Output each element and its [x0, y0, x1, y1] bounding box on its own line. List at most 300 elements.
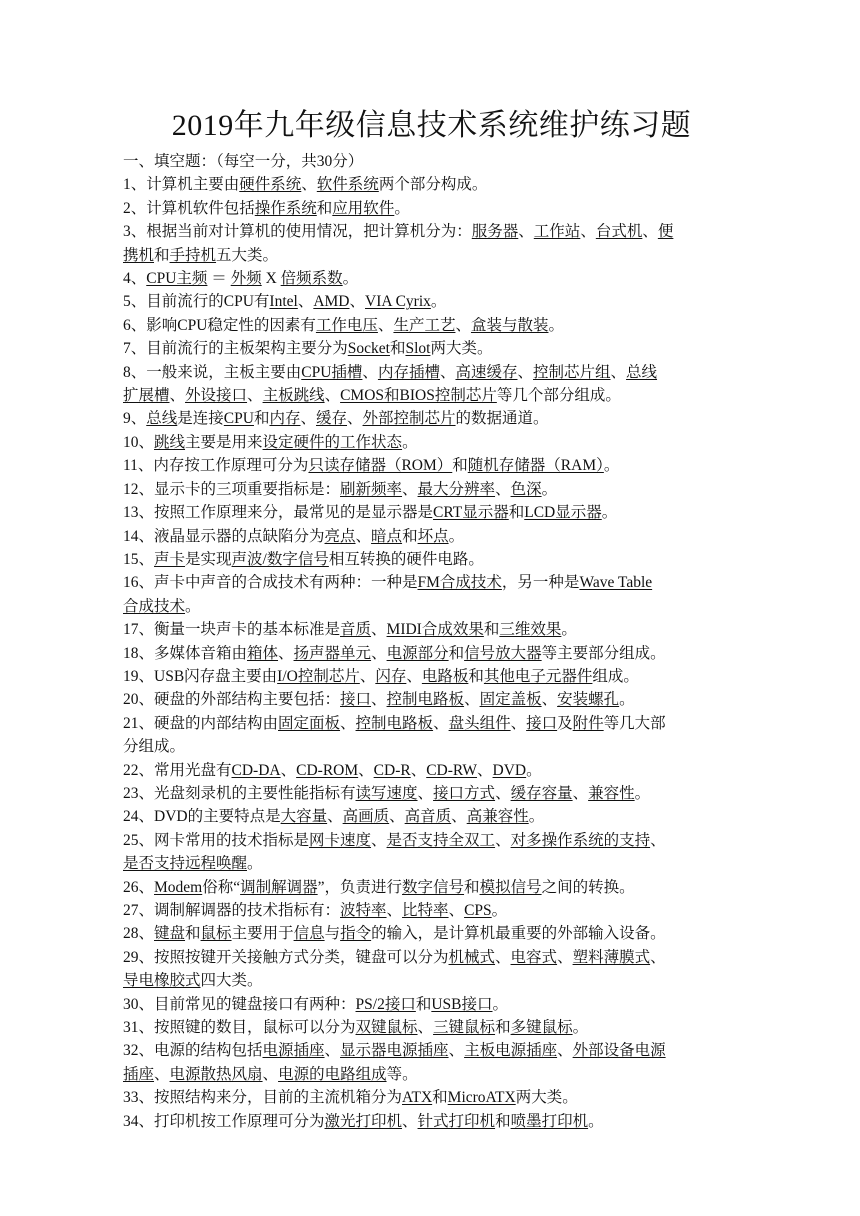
answer-blank: 电源的电路组成	[278, 1065, 387, 1083]
answer-blank: 倍频系数	[280, 270, 343, 288]
question-line	[123, 431, 740, 454]
line-text: 、	[495, 948, 511, 966]
answer-blank: 网卡速度	[309, 831, 372, 849]
line-text: ，另一种是	[501, 574, 580, 592]
line-text: 和	[495, 1019, 511, 1037]
line-text: 27、调制解调器的技术指标有：	[123, 902, 341, 919]
question-line	[123, 876, 740, 899]
question-line	[123, 290, 740, 313]
line-text: 、	[324, 1042, 341, 1060]
question-line	[123, 173, 740, 196]
line-text: 一、填空题：（每空一分，共30分）	[123, 153, 364, 170]
question-line	[123, 1016, 740, 1039]
line-text: 8、一般来说，主板主要由	[123, 363, 302, 381]
answer-blank: 激光打印机	[324, 1112, 403, 1130]
line-text: 、	[154, 1065, 170, 1083]
line-text: 。	[448, 527, 465, 545]
line-text: 。	[548, 316, 564, 334]
line-text: 是连接	[177, 410, 224, 428]
answer-blank: 数字信号	[402, 878, 465, 896]
line-text: 、	[433, 714, 449, 732]
answer-blank: Modem	[154, 878, 203, 896]
answer-blank: 携机	[123, 246, 155, 264]
question-line	[123, 642, 740, 665]
line-text: 和	[495, 1112, 511, 1130]
line-text: 、	[610, 363, 627, 381]
line-text: 28、	[123, 925, 155, 943]
line-text: 、	[262, 1065, 279, 1083]
question-line	[123, 688, 740, 711]
line-text: 和	[468, 667, 484, 685]
answer-blank: 控制电路板	[386, 691, 465, 709]
line-text: 、	[358, 761, 374, 779]
section-heading	[123, 150, 740, 173]
line-text: 、	[301, 176, 317, 194]
line-text: 17、衡量一块声卡的基本标准是	[123, 621, 341, 639]
line-text: 和	[508, 504, 525, 522]
answer-blank: 模拟信号	[479, 878, 542, 896]
question-line	[123, 244, 740, 267]
question-line	[123, 759, 740, 782]
question-line	[123, 337, 740, 360]
line-text: 23、光盘刻录机的主要性能指标有	[123, 784, 356, 802]
line-text: 6、影响CPU稳定性的因素有	[123, 316, 316, 334]
line-text: 。	[572, 1019, 589, 1037]
line-text: 、	[510, 714, 527, 732]
answer-blank: 手持机	[169, 246, 217, 264]
question-line	[123, 852, 740, 875]
answer-blank: 其他电子元器件	[483, 667, 593, 685]
line-text: 、	[642, 223, 658, 241]
question-line	[123, 197, 740, 220]
line-text: 、	[541, 691, 558, 709]
question-line	[123, 712, 740, 735]
line-text: 、	[300, 410, 316, 428]
line-text: 两大类。	[515, 1089, 578, 1107]
line-text: 30、目前常见的键盘接口有两种：	[123, 995, 356, 1013]
line-text: 四大类。	[200, 972, 263, 990]
answer-blank: 外设接口	[185, 387, 248, 405]
line-text: 16、声卡中声音的合成技术有两种：一种是	[123, 574, 418, 592]
line-text: 。	[526, 761, 542, 779]
answer-blank: 接口	[340, 691, 372, 709]
line-text: 1、计算机主要由	[123, 176, 240, 194]
line-text: 五大类。	[216, 246, 279, 264]
line-text: 、	[359, 667, 376, 685]
answer-blank: CPU插槽	[301, 363, 363, 381]
line-text: 和	[185, 925, 201, 943]
line-text: 22、常用光盘有	[123, 761, 232, 779]
line-text: 、	[464, 691, 480, 709]
answer-blank: 应用软件	[332, 199, 395, 217]
line-text: 组成。	[592, 667, 639, 685]
question-line	[123, 993, 740, 1016]
line-text: ”，负责进行	[317, 878, 403, 896]
document-body	[123, 150, 740, 1133]
line-text: 等。	[386, 1065, 418, 1083]
line-text: 是实现	[185, 550, 232, 568]
answer-blank: 声波/数字信号	[231, 550, 329, 568]
answer-blank: 最大分辨率	[417, 480, 496, 498]
question-line	[123, 548, 740, 571]
answer-blank: 盘头组件	[448, 714, 511, 732]
answer-blank: 三键鼠标	[433, 1019, 496, 1037]
line-text: X	[261, 270, 281, 288]
line-text: 。	[634, 784, 651, 802]
line-text: 4、	[123, 270, 147, 288]
question-line	[123, 478, 740, 501]
answer-blank: Socket	[347, 340, 390, 358]
line-text: 与	[324, 925, 341, 943]
line-text: 、	[517, 363, 533, 381]
answer-blank: CD-RW	[426, 761, 478, 779]
answer-blank: 随机存储器（RAM）	[467, 457, 604, 475]
answer-blank: 生产工艺	[393, 316, 456, 334]
answer-blank: 安装螺孔	[557, 691, 620, 709]
answer-blank: 跳线	[154, 433, 186, 451]
line-text: 20、硬盘的外部结构主要包括：	[123, 691, 341, 709]
answer-blank: 是否支持全双工	[386, 831, 496, 849]
line-text: 、	[518, 223, 534, 241]
line-text: 、	[327, 808, 343, 826]
line-text: 主要是用来	[185, 433, 263, 451]
line-text: 。	[247, 855, 263, 873]
answer-blank: 调制解调器	[240, 878, 318, 896]
answer-blank: 操作系统	[254, 199, 317, 217]
line-text: 、	[349, 293, 366, 311]
answer-blank: 设定硬件的工作状态	[262, 433, 403, 451]
line-text: 13、按照工作原理来分，最常见的是显示器是	[123, 504, 434, 522]
answer-blank: 鼠标	[200, 925, 232, 943]
line-text: 。	[619, 691, 635, 709]
line-text: 两大类。	[430, 340, 493, 358]
question-line	[123, 571, 740, 594]
answer-blank: 兼容性	[588, 784, 635, 802]
line-text: 的数据通道。	[455, 410, 549, 428]
line-text: 。	[342, 270, 359, 288]
question-line	[123, 595, 740, 618]
answer-blank: 主板电源插座	[464, 1042, 558, 1060]
answer-blank: 硬件系统	[239, 176, 302, 194]
answer-blank: 导电橡胶式	[123, 972, 201, 990]
line-text: 21、硬盘的内部结构由	[123, 714, 279, 732]
line-text: 、	[362, 363, 378, 381]
line-text: 、	[406, 667, 422, 685]
line-text: 24、DVD的主要特点是	[123, 808, 281, 826]
line-text: 19、USB闪存盘主要由	[123, 667, 278, 685]
answer-blank: 只读存储器（ROM）	[308, 457, 453, 475]
line-text: 分组成。	[123, 738, 186, 756]
answer-blank: 高画质	[342, 808, 390, 826]
answer-blank: 对多操作系统的支持	[510, 831, 651, 849]
answer-blank: 缓存容量	[510, 784, 573, 802]
line-text: 3、根据当前对计算机的使用情况，把计算机分为：	[123, 223, 472, 241]
answer-blank: 多键鼠标	[510, 1019, 573, 1037]
line-text: 、	[451, 808, 467, 826]
question-line	[123, 407, 740, 430]
question-line	[123, 220, 740, 243]
line-text: 。	[603, 457, 620, 475]
answer-blank: Intel	[269, 293, 298, 311]
answer-blank: 键盘	[154, 925, 186, 943]
line-text: 、	[169, 387, 186, 405]
answer-blank: CD-R	[373, 761, 411, 779]
line-text: 、	[377, 316, 394, 334]
answer-blank: 双键鼠标	[355, 1019, 418, 1037]
answer-blank: 高速缓存	[455, 363, 518, 381]
line-text: 、	[417, 784, 434, 802]
answer-blank: 高音质	[404, 808, 452, 826]
answer-blank: 固定面板	[278, 714, 341, 732]
question-line	[123, 665, 740, 688]
answer-blank: 外部设备电源	[572, 1042, 666, 1060]
answer-blank: 信号放大器	[464, 644, 542, 662]
line-text: 。	[528, 808, 545, 826]
answer-blank: PS/2接口	[355, 995, 416, 1013]
line-text: 。	[601, 504, 618, 522]
answer-blank: CPU	[223, 410, 254, 428]
answer-blank: 总线	[626, 363, 658, 381]
answer-blank: 是否支持远程唤醒	[123, 855, 248, 873]
answer-blank: 声卡	[154, 550, 186, 568]
line-text: 、	[650, 948, 666, 966]
question-line	[123, 454, 740, 477]
answer-blank: 工作电压	[315, 316, 378, 334]
line-text: 、	[247, 387, 263, 405]
line-text: 和	[483, 621, 500, 639]
line-text: 等主要部分组成。	[541, 644, 666, 662]
line-text: 等几大部	[603, 714, 666, 732]
line-text: 和	[415, 995, 432, 1013]
answer-blank: 暗点	[371, 527, 403, 545]
line-text: 、	[371, 831, 387, 849]
answer-blank: 服务器	[471, 223, 519, 241]
answer-blank: CPS	[464, 902, 492, 919]
line-text: 、	[417, 1019, 434, 1037]
answer-blank: VIA Cyrix	[365, 293, 431, 311]
line-text: 、	[572, 784, 589, 802]
line-text: 、	[347, 410, 363, 428]
line-text: 34、打印机按工作原理可分为	[123, 1112, 325, 1130]
answer-blank: 机械式	[448, 948, 496, 966]
line-text: 、	[389, 808, 405, 826]
line-text: 等几个部分组成。	[496, 387, 621, 405]
line-text: 。	[492, 995, 509, 1013]
answer-blank: 扩展槽	[123, 387, 170, 405]
question-line	[123, 899, 740, 922]
line-text: 、	[371, 691, 387, 709]
answer-blank: 比特率	[402, 902, 449, 919]
line-text: 。	[491, 902, 508, 919]
answer-blank: 三维效果	[499, 621, 562, 639]
line-text: 、	[557, 948, 573, 966]
answer-blank: 箱体	[247, 644, 279, 662]
answer-blank: 电源散热风扇	[169, 1065, 263, 1083]
line-text: 。	[394, 199, 410, 217]
line-text: 、	[371, 621, 387, 639]
answer-blank: MicroATX	[447, 1089, 516, 1107]
answer-blank: 总线	[146, 410, 178, 428]
line-text: 。	[541, 480, 558, 498]
line-text: 、	[650, 831, 666, 849]
question-line	[123, 782, 740, 805]
line-text: 、	[477, 761, 493, 779]
answer-blank: 外频	[230, 270, 262, 288]
answer-blank: 电路板	[421, 667, 469, 685]
answer-blank: LCD显示器	[524, 504, 602, 522]
line-text: 5、目前流行的CPU有	[123, 293, 270, 311]
answer-blank: 控制芯片组	[533, 363, 611, 381]
answer-blank: 电容式	[510, 948, 558, 966]
question-line	[123, 361, 740, 384]
line-text: 。	[430, 293, 447, 311]
line-text: 14、液晶显示器的点缺陷分为	[123, 527, 325, 545]
line-text: 和	[402, 527, 418, 545]
answer-blank: 插座	[123, 1065, 155, 1083]
answer-blank: 刷新频率	[340, 480, 403, 498]
answer-blank: 指令	[340, 925, 372, 943]
line-text: 、	[340, 714, 356, 732]
answer-blank: USB接口	[431, 995, 493, 1013]
line-text: 、	[402, 480, 418, 498]
question-line	[123, 1086, 740, 1109]
answer-blank: 便	[657, 223, 674, 241]
answer-blank: FM合成技术	[417, 574, 502, 592]
line-text: 、	[324, 387, 341, 405]
line-text: 。	[402, 433, 418, 451]
line-text: ＝	[207, 270, 231, 288]
answer-blank: 喷墨打印机	[510, 1112, 589, 1130]
answer-blank: 固定盖板	[479, 691, 542, 709]
answer-blank: 信息	[293, 925, 325, 943]
answer-blank: 亮点	[324, 527, 356, 545]
line-text: 、	[455, 316, 471, 334]
line-text: 9、	[123, 410, 147, 428]
line-text: 、	[495, 831, 511, 849]
answer-blank: Slot	[405, 340, 431, 358]
answer-blank: 工作站	[533, 223, 581, 241]
line-text: 15、	[123, 550, 155, 568]
answer-blank: 高兼容性	[466, 808, 529, 826]
answer-blank: 电源插座	[262, 1042, 325, 1060]
answer-blank: AMD	[313, 293, 350, 311]
line-text: 、	[495, 480, 511, 498]
answer-blank: 缓存	[316, 410, 348, 428]
question-line	[123, 618, 740, 641]
line-text: 10、	[123, 433, 155, 451]
answer-blank: 接口	[526, 714, 558, 732]
question-line	[123, 384, 740, 407]
question-line	[123, 735, 740, 758]
question-line	[123, 314, 740, 337]
line-text: 和	[448, 644, 465, 662]
answer-blank: 合成技术	[123, 597, 186, 615]
line-text: 两个部分构成。	[378, 176, 488, 194]
line-text: 。	[588, 1112, 604, 1130]
answer-blank: 波特率	[340, 902, 387, 919]
line-text: 、	[280, 761, 297, 779]
line-text: 33、按照结构来分，目前的主流机箱分为	[123, 1089, 403, 1107]
answer-blank: 色深	[510, 480, 542, 498]
answer-blank: 接口方式	[433, 784, 496, 802]
line-text: 、	[448, 902, 465, 919]
line-text: 主要用于	[231, 925, 294, 943]
line-text: 32、电源的结构包括	[123, 1042, 263, 1060]
answer-blank: 内存插槽	[377, 363, 440, 381]
answer-blank: 显示器电源插座	[340, 1042, 449, 1060]
line-text: 29、按照按键开关接触方式分类，键盘可以分为	[123, 948, 449, 966]
line-text: 7、目前流行的主板架构主要分为	[123, 340, 348, 358]
answer-blank: 主板跳线	[262, 387, 325, 405]
answer-blank: CPU主频	[146, 270, 208, 288]
question-line	[123, 1063, 740, 1086]
question-line	[123, 829, 740, 852]
question-line	[123, 805, 740, 828]
line-text: 和	[432, 1089, 448, 1107]
answer-blank: CD-ROM	[296, 761, 359, 779]
line-text: 、	[439, 363, 456, 381]
line-text: 、	[297, 293, 314, 311]
answer-blank: CD-DA	[231, 761, 281, 779]
answer-blank: Wave Table	[579, 574, 653, 592]
answer-blank: ATX	[402, 1089, 433, 1107]
answer-blank: 软件系统	[316, 176, 379, 194]
line-text: 、	[278, 644, 294, 662]
line-text: 相互转换的硬件电路。	[328, 550, 484, 568]
answer-blank: DVD	[492, 761, 527, 779]
answer-blank: 坏点	[417, 527, 449, 545]
answer-blank: 控制电路板	[355, 714, 434, 732]
line-text: 及	[557, 714, 573, 732]
question-line	[123, 922, 740, 945]
line-text: 的输入，是计算机最重要的外部输入设备。	[371, 925, 666, 943]
answer-blank: 音质	[340, 621, 372, 639]
line-text: 2、计算机软件包括	[123, 199, 255, 217]
line-text: 11、内存按工作原理可分为	[123, 457, 309, 475]
page-title: 2019年九年级信息技术系统维护练习题	[171, 109, 692, 142]
answer-blank: 内存	[269, 410, 301, 428]
answer-blank: 外部控制芯片	[362, 410, 456, 428]
question-line	[123, 501, 740, 524]
line-text: 和	[389, 340, 406, 358]
answer-blank: 塑料薄膜式	[572, 948, 651, 966]
line-text: 12、显示卡的三项重要指标是：	[123, 480, 341, 498]
question-line	[123, 969, 740, 992]
line-text: 和	[154, 246, 170, 264]
line-text: 和	[253, 410, 270, 428]
answer-blank: 闪存	[375, 667, 407, 685]
line-text: 、	[371, 644, 387, 662]
line-text: 、	[557, 1042, 573, 1060]
answer-blank: 电源部分	[386, 644, 449, 662]
line-text: 、	[402, 1112, 418, 1130]
line-text: 31、按照键的数目，鼠标可以分为	[123, 1019, 356, 1037]
line-text: 、	[386, 902, 403, 919]
answer-blank: 针式打印机	[417, 1112, 496, 1130]
question-line	[123, 1039, 740, 1062]
answer-blank: I/O控制芯片	[277, 667, 360, 685]
question-line	[123, 1110, 740, 1133]
document-page	[123, 106, 740, 1133]
line-text: 之间的转换。	[541, 878, 635, 896]
question-line	[123, 267, 740, 290]
question-line	[123, 946, 740, 969]
line-text: 、	[355, 527, 372, 545]
answer-blank: MIDI合成效果	[386, 621, 484, 639]
answer-blank: 台式机	[595, 223, 643, 241]
line-text: 26、	[123, 878, 155, 896]
line-text: 18、多媒体音箱由	[123, 644, 248, 662]
